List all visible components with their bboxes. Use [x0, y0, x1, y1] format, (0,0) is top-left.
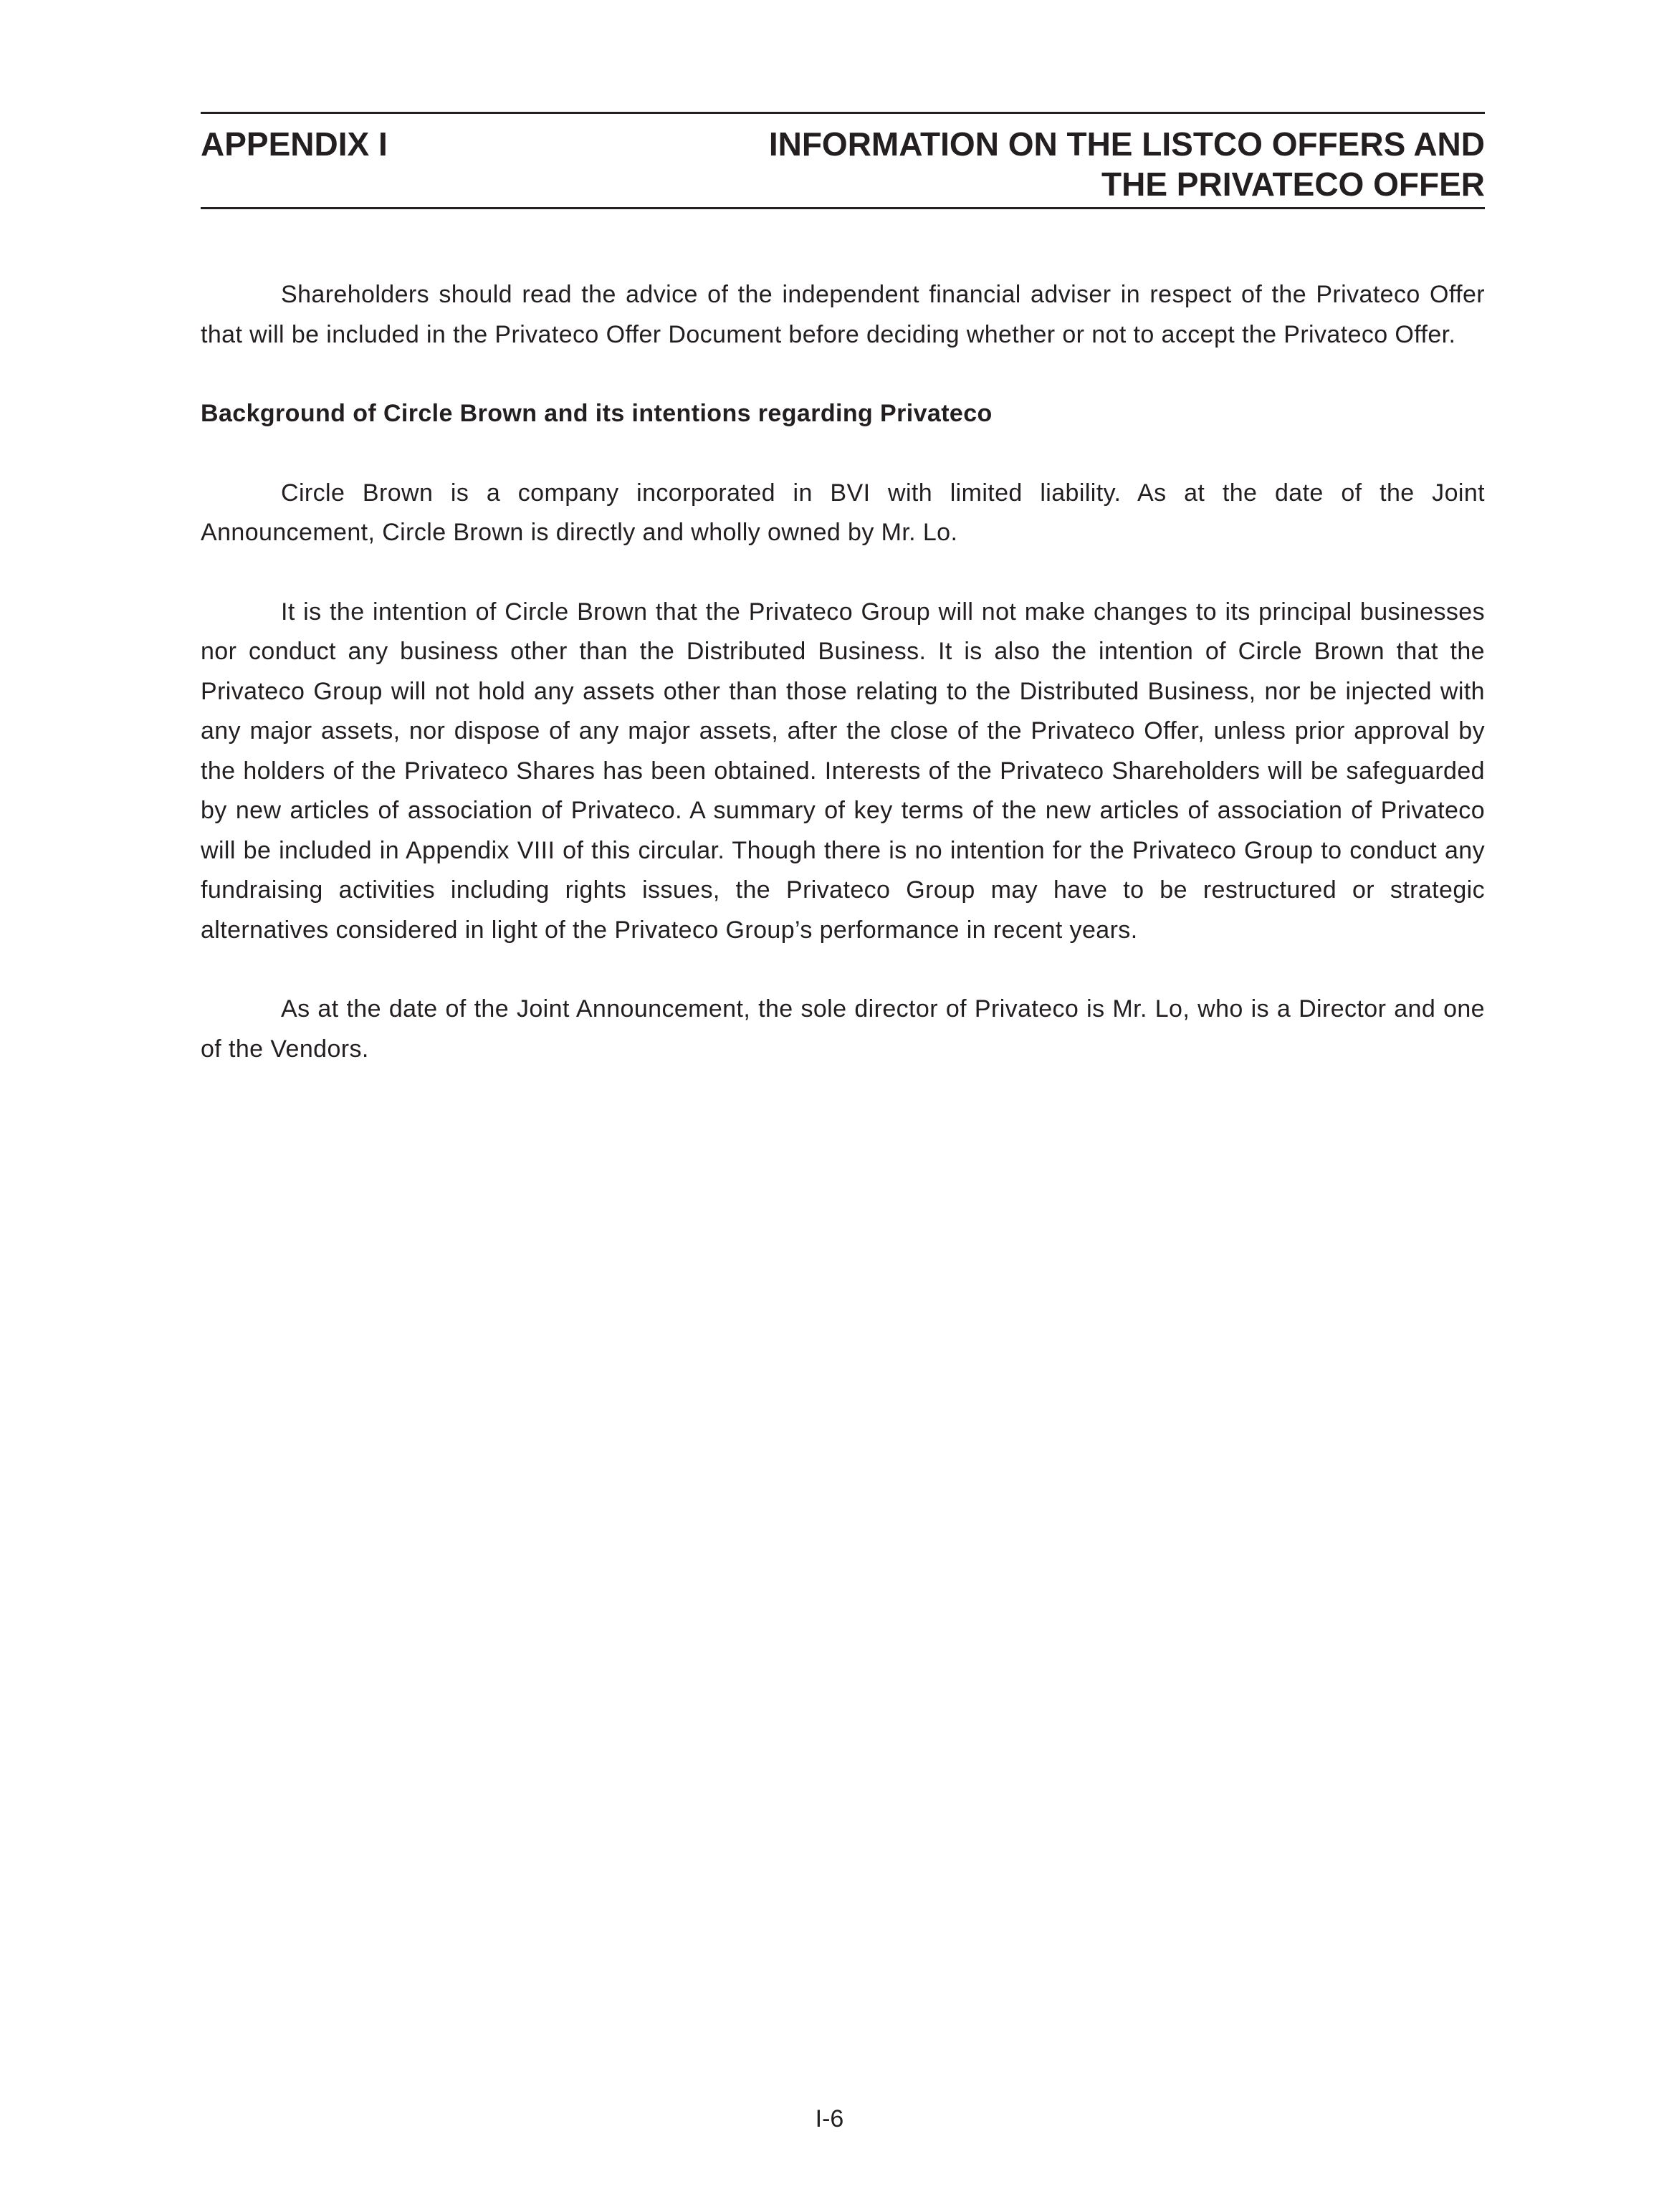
appendix-label: APPENDIX I — [201, 125, 388, 163]
paragraph-circle-brown: Circle Brown is a company incorporated in BVI with limited liability. As at the date of the Joint Announcement, Circle Brown is directly and wholly owned by Mr. Lo. — [201, 479, 1485, 546]
document-page — [201, 112, 1485, 1109]
paragraph-intentions: It is the intention of Circle Brown that the Privateco Group will not make changes to its principal businesses nor conduct any business other than the Distributed Business. It is also the intention of Circle Brown that the Privateco Group will not hold any assets other than those relating to the Distributed Business, nor be injected with any major assets, nor dispose of any major assets, after the close of the Privateco Offer, unless prior approval by the holders of the Privateco Shares has been obtained. Interests of the Privateco Shareholders will be safeguarded by new articles of association of Privateco. A summary of key terms of the new articles of association of Privateco will be included in Appendix VIII of this circular. Though there is no intention for the Privateco Group to conduct any fundraising activities including rights issues, the Privateco Group may have to be restructured or strategic alternatives considered in light of the Privateco Group’s performance in recent years. — [201, 598, 1485, 944]
page-number: I-6 — [815, 2105, 844, 2132]
appendix-title-line1: INFORMATION ON THE LISTCO OFFERS AND — [768, 125, 1485, 163]
header-bottom-rule — [201, 207, 1485, 209]
appendix-title-line2: THE PRIVATECO OFFER — [1101, 166, 1485, 203]
paragraph-director: As at the date of the Joint Announcement, the sole director of Privateco is Mr. Lo, who is a Director and one of the Vendors. — [201, 995, 1485, 1063]
paragraph-advice: Shareholders should read the advice of the independent financial adviser in respect of the Privateco Offer that will be included in the Privateco Offer Document before deciding whether or not to accept the Privateco Offer. — [201, 281, 1485, 348]
appendix-title — [625, 124, 1485, 204]
section-heading: Background of Circle Brown and its intentions regarding Privateco — [201, 400, 993, 427]
page-header — [201, 114, 1485, 207]
page-body — [201, 275, 1485, 1069]
